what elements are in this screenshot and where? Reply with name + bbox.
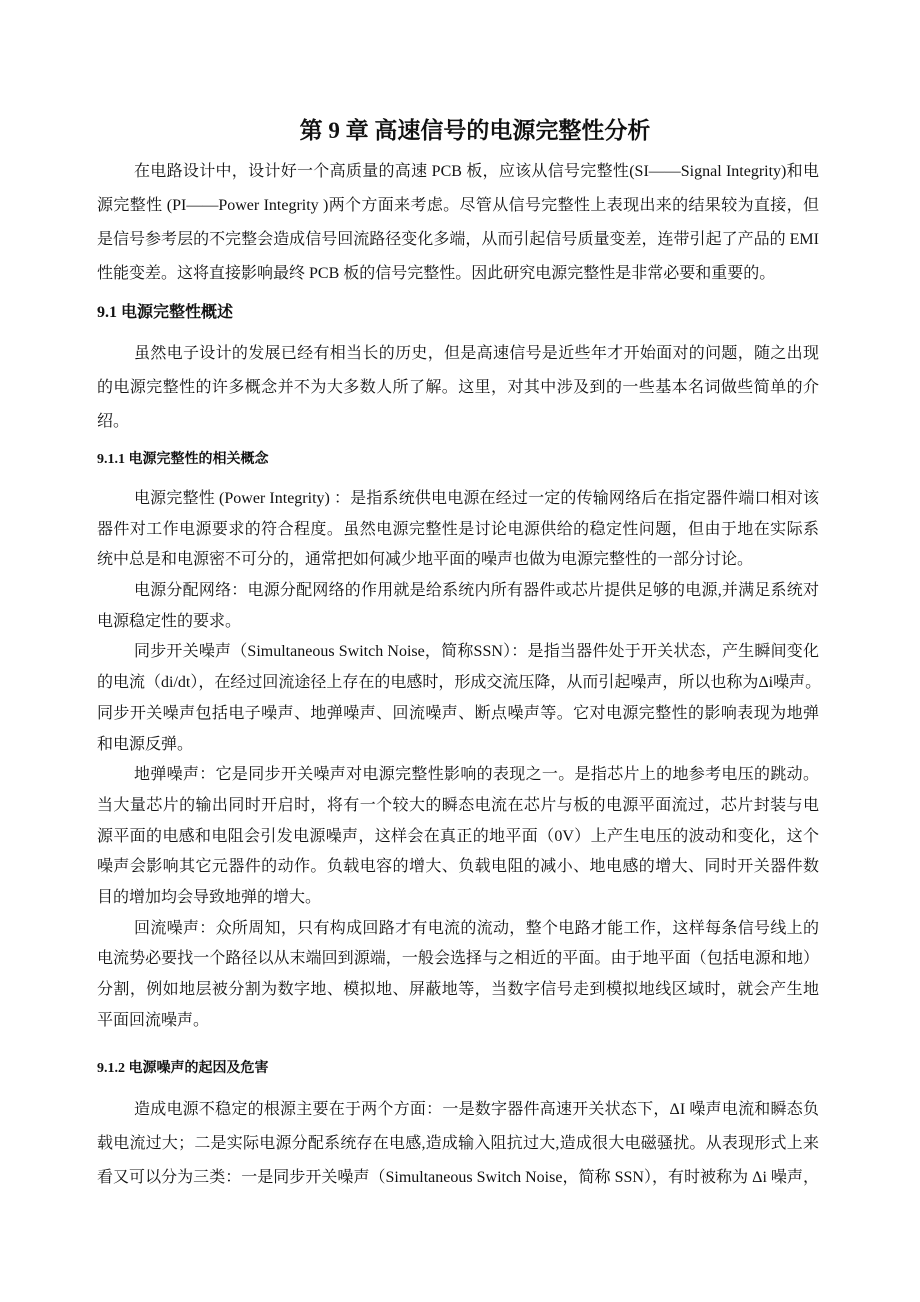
- subsection-body: [97, 1093, 819, 1195]
- text-line: 和电源反弹。: [97, 735, 194, 753]
- text-line: 当大量芯片的输出同时开启时，将有一个较大的瞬态电流在芯片与板的电源平面流过，芯片封装与电: [97, 796, 819, 814]
- text-line: 看又可以分为三类：一是同步开关噪声（Simultaneous Switch Noise，简称 SSN），有时被称为 Δi 噪声，: [97, 1169, 819, 1186]
- text-line: 源完整性 (PI——Power Integrity )两个方面来考虑。尽管从信号完整性上表现出来的结果较为直接，但: [97, 197, 819, 214]
- text-line: 分割，例如地层被分割为数字地、模拟地、屏蔽地等，当数字信号走到模拟地线区域时，就会产生地: [97, 981, 819, 998]
- subsection-body: [97, 484, 822, 1036]
- text-line: 虽然电子设计的发展已经有相当长的历史，但是高速信号是近些年才开始面对的问题，随之出现: [134, 345, 819, 362]
- section-heading: 9.1 电源完整性概述: [97, 304, 234, 321]
- text-line: 地弹噪声：它是同步开关噪声对电源完整性影响的表现之一。是指芯片上的地参考电压的跳动。: [134, 766, 819, 784]
- text-line: 性能变差。这将直接影响最终 PCB 板的信号完整性。因此研究电源完整性是非常必要和重要的。: [97, 265, 776, 282]
- text-line: 同步开关噪声包括电子噪声、地弹噪声、回流噪声、断点噪声等。它对电源完整性的影响表现为地弹: [97, 704, 819, 722]
- text-line: 在电路设计中，设计好一个高质量的高速 PCB 板，应该从信号完整性(SI——Signal Integrity)和电: [134, 163, 819, 180]
- text-line: 同步开关噪声（Simultaneous Switch Noise，简称SSN）：是指当器件处于开关状态，产生瞬间变化: [134, 643, 819, 661]
- text-line: 回流噪声：众所周知，只有构成回路才有电流的流动，整个电路才能工作，这样每条信号线上的: [134, 919, 819, 937]
- intro-paragraph: [97, 155, 819, 291]
- text-line: 目的增加均会导致地弹的增大。: [97, 888, 322, 906]
- text-line: 是信号参考层的不完整会造成信号回流路径变化多端，从而引起信号质量变差，连带引起了产品的 EMI: [97, 231, 819, 248]
- text-line: 器件对工作电源要求的符合程度。虽然电源完整性是讨论电源供给的稳定性问题，但由于地在实际系: [97, 520, 819, 538]
- text-line: 噪声会影响其它元器件的动作。负载电容的增大、负载电阻的减小、地电感的增大、同时开关器件数: [97, 858, 819, 876]
- text-line: 电源完整性 (Power Integrity) ：是指系统供电电源在经过一定的传输网络后在指定器件端口相对该: [134, 490, 819, 507]
- text-line: 源平面的电感和电阻会引发电源噪声，这样会在真正的地平面（0V）上产生电压的波动和变化，这个: [97, 827, 819, 845]
- chapter-title: 第 9 章 高速信号的电源完整性分析: [299, 118, 651, 143]
- text-line: 载电流过大；二是实际电源分配系统存在电感,造成输入阻抗过大,造成很大电磁骚扰。从表现形式上来: [97, 1135, 819, 1152]
- text-line: 电源稳定性的要求。: [97, 612, 242, 630]
- text-line: 电源分配网络：电源分配网络的作用就是给系统内所有器件或芯片提供足够的电源,并满足系统对: [134, 582, 819, 600]
- text-line: 绍。: [97, 413, 130, 430]
- text-line: 电流势必要找一个路径以从末端回到源端，一般会选择与之相近的平面。由于地平面（包括电源和地）: [97, 950, 819, 968]
- text-line: 的电流（di/dt），在经过回流途径上存在的电感时，形成交流压降，从而引起噪声，所以也称为Δi噪声。: [97, 674, 822, 692]
- subsection-heading: 9.1.1 电源完整性的相关概念: [97, 452, 269, 467]
- section-paragraph: [97, 337, 819, 439]
- text-line: 造成电源不稳定的根源主要在于两个方面：一是数字器件高速开关状态下，ΔI 噪声电流和瞬态负: [134, 1101, 819, 1118]
- text-line: 的电源完整性的许多概念并不为大多数人所了解。这里，对其中涉及到的一些基本名词做些简单的介: [97, 379, 819, 396]
- text-line: 统中总是和电源密不可分的，通常把如何减少地平面的噪声也做为电源完整性的一部分讨论。: [97, 551, 754, 569]
- subsection-heading: 9.1.2 电源噪声的起因及危害: [97, 1061, 269, 1076]
- text-line: 平面回流噪声。: [97, 1011, 210, 1029]
